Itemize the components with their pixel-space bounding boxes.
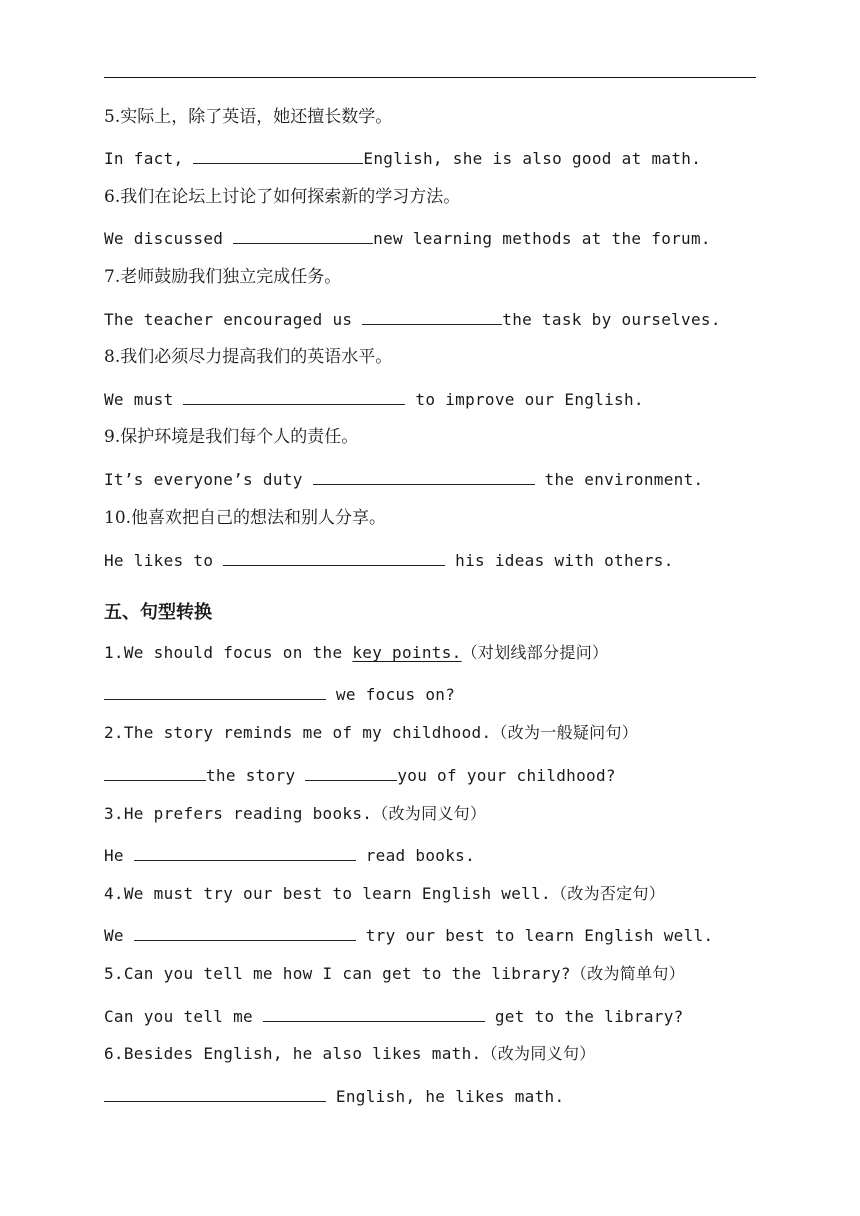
s5-q6: 6.Besides English, he also likes math.（改为同义句） — [104, 1044, 596, 1063]
q6-chinese: 6.我们在论坛上讨论了如何探索新的学习方法。 — [104, 187, 461, 207]
q9-english — [104, 467, 703, 491]
s5-q4-answer — [104, 923, 713, 947]
q9-chinese: 9.保护环境是我们每个人的责任。 — [104, 427, 359, 447]
s5-q4-blank[interactable] — [134, 923, 356, 941]
s5-q1-answer — [104, 682, 455, 706]
q7-text-a: The teacher encouraged us — [104, 310, 363, 329]
s5-q1-answer-text: we focus on? — [326, 685, 456, 704]
s5-q6-text: English, he likes math. — [326, 1087, 565, 1106]
q10-english — [104, 548, 674, 572]
s5-q5-text-a: Can you tell me — [104, 1007, 263, 1026]
q8-blank[interactable] — [183, 387, 405, 405]
section-title: 五、句型转换 — [104, 602, 212, 623]
s5-q1-blank[interactable] — [104, 682, 326, 700]
q8-text-a: We must — [104, 390, 184, 409]
q6-text-b: new learning methods at the forum. — [373, 229, 711, 248]
s5-q4: 4.We must try our best to learn English well.（改为否定句） — [104, 884, 666, 903]
s5-q2: 2.The story reminds me of my childhood.（改为一般疑问句） — [104, 723, 639, 742]
s5-q3-text-b: read books. — [355, 846, 476, 865]
s5-q4-text-b: try our best to learn English well. — [355, 926, 714, 945]
s5-q2-text-1: the story — [206, 766, 306, 785]
s5-q4-text-a: We — [104, 926, 134, 945]
s5-q1-note: （对划线部分提问） — [461, 643, 609, 662]
q10-text-b: his ideas with others. — [445, 551, 674, 570]
q10-blank[interactable] — [223, 548, 445, 566]
s5-q2-blank-1[interactable] — [104, 763, 206, 781]
q8-english — [104, 387, 644, 411]
s5-q5-blank[interactable] — [263, 1004, 485, 1022]
s5-q2-blank-2[interactable] — [305, 763, 397, 781]
s5-q3-answer — [104, 843, 475, 867]
s5-q6-blank[interactable] — [104, 1084, 326, 1102]
s5-q3-blank[interactable] — [134, 843, 356, 861]
s5-q1-text: 1.We should focus on the — [104, 643, 353, 662]
s5-q5: 5.Can you tell me how I can get to the library?（改为简单句） — [104, 964, 685, 983]
s5-q5-text-b: get to the library? — [484, 1007, 684, 1026]
q10-text-a: He likes to — [104, 551, 224, 570]
q6-text-a: We discussed — [104, 229, 234, 248]
q8-chinese: 8.我们必须尽力提高我们的英语水平。 — [104, 347, 393, 367]
q6-blank[interactable] — [233, 226, 373, 244]
q9-text-a: It’s everyone’s duty — [104, 470, 313, 489]
s5-q1 — [104, 642, 608, 664]
s5-q2-text-2: you of your childhood? — [397, 766, 616, 785]
q5-chinese: 5.实际上，除了英语，她还擅长数学。 — [104, 107, 393, 127]
header-rule — [104, 77, 756, 78]
q5-blank[interactable] — [193, 146, 363, 164]
q6-english — [104, 226, 711, 250]
q7-english — [104, 307, 721, 331]
q9-blank[interactable] — [313, 467, 535, 485]
s5-q3: 3.He prefers reading books.（改为同义句） — [104, 804, 487, 823]
s5-q1-underlined: key points. — [352, 643, 462, 662]
q7-text-b: the task by ourselves. — [502, 310, 721, 329]
q5-text-a: In fact, — [104, 149, 194, 168]
s5-q6-answer — [104, 1084, 564, 1108]
q9-text-b: the environment. — [534, 470, 704, 489]
q7-chinese: 7.老师鼓励我们独立完成任务。 — [104, 267, 342, 287]
q7-blank[interactable] — [362, 307, 502, 325]
q5-text-b: English, she is also good at math. — [363, 149, 702, 168]
s5-q2-answer — [104, 763, 616, 787]
q10-chinese: 10.他喜欢把自己的想法和别人分享。 — [104, 508, 387, 528]
q8-text-b: to improve our English. — [405, 390, 644, 409]
s5-q3-text-a: He — [104, 846, 134, 865]
q5-english — [104, 146, 701, 170]
s5-q5-answer — [104, 1004, 684, 1028]
